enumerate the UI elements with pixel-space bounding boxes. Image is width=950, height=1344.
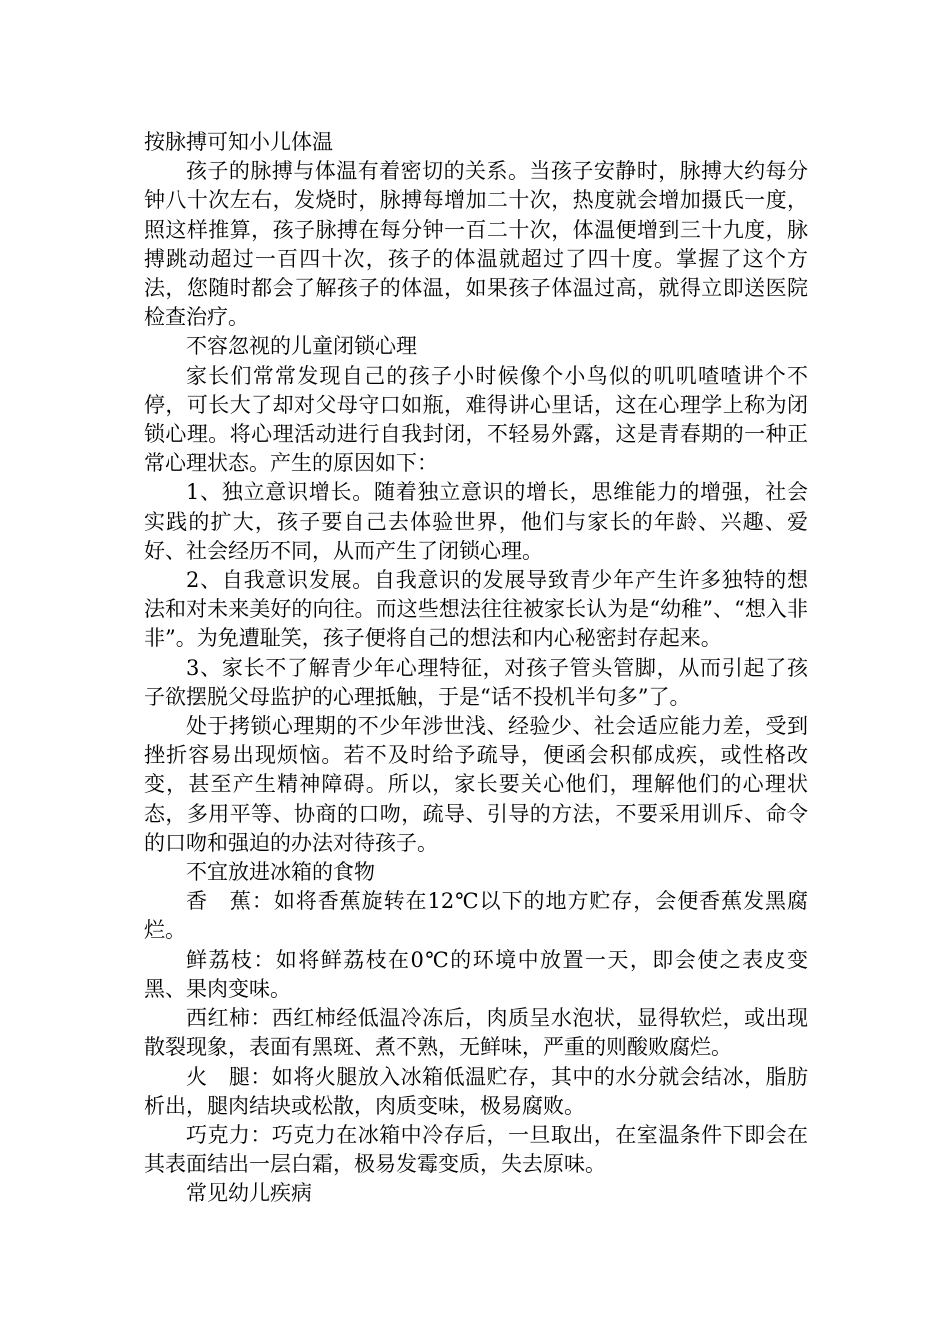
section-title-closed-psychology: 不容忽视的儿童闭锁心理 — [186, 334, 417, 359]
document-page — [144, 128, 808, 1209]
section-title-fridge-foods: 不宜放进冰箱的食物 — [186, 860, 375, 885]
paragraph-reason-2: 2、自我意识发展。自我意识的发展导致青少年产生许多独特的想法和对未来美好的向往。而这些想法往往被家长认为是“幼稚”、“想入非非”。为免遭耻笑，孩子便将自己的想法和内心秘密封存起来。 — [144, 568, 808, 651]
paragraph-ham: 火 腿：如将火腿放入冰箱低温贮存，其中的水分就会结冰，脂肪析出，腿肉结块或松散，肉质变味，极易腐败。 — [144, 1064, 808, 1118]
paragraph-lychee: 鲜荔枝：如将鲜荔枝在0℃的环境中放置一天，即会使之表皮变黑、果肉变味。 — [144, 947, 808, 1001]
paragraph-reason-1: 1、独立意识增长。随着独立意识的增长，思维能力的增强，社会实践的扩大，孩子要自己去体验世界，他们与家长的年龄、兴趣、爱好、社会经历不同，从而产生了闭锁心理。 — [144, 480, 808, 563]
paragraph-closed-psychology-intro: 家长们常常发现自己的孩子小时候像个小鸟似的叽叽喳喳讲个不停，可长大了却对父母守口如瓶，难得讲心里话，这在心理学上称为闭锁心理。将心理活动进行自我封闭，不轻易外露，这是青春期的一种正常心理状态。产生的原因如下： — [144, 363, 808, 476]
paragraph-pulse-temperature: 孩子的脉搏与体温有着密切的关系。当孩子安静时，脉搏大约每分钟八十次左右，发烧时，脉搏每增加二十次，热度就会增加摄氏一度，照这样推算，孩子脉搏在每分钟一百二十次，体温便增到三十九度，脉搏跳动超过一百四十次，孩子的体温就超过了四十度。掌握了这个方法，您随时都会了解孩子的体温，如果孩子体温过高，就得立即送医院检查治疗。 — [144, 159, 808, 330]
section-title-common-child-diseases: 常见幼儿疾病 — [186, 1181, 312, 1206]
paragraph-closed-psychology-advice: 处于拷锁心理期的不少年涉世浅、经验少、社会适应能力差，受到挫折容易出现烦恼。若不及时给予疏导，便函会积郁成疾，或性格改变，甚至产生精神障碍。所以，家长要关心他们，理解他们的心理状态，多用平等、协商的口吻，疏导、引导的方法，不要采用训斥、命令的口吻和强迫的办法对待孩子。 — [144, 714, 808, 855]
section-title-pulse-temperature: 按脉搏可知小儿体温 — [144, 130, 333, 154]
paragraph-tomato: 西红柿：西红柿经低温冷冻后，肉质呈水泡状，显得软烂，或出现散裂现象，表面有黑斑、煮不熟，无鲜味，严重的则酸败腐烂。 — [144, 1006, 808, 1060]
paragraph-banana: 香 蕉：如将香蕉旋转在12℃以下的地方贮存，会便香蕉发黑腐烂。 — [144, 889, 808, 943]
paragraph-reason-3: 3、家长不了解青少年心理特征，对孩子管头管脚，从而引起了孩子欲摆脱父母监护的心理抵触，于是“话不投机半句多”了。 — [144, 655, 808, 709]
paragraph-chocolate: 巧克力：巧克力在冰箱中冷存后，一旦取出，在室温条件下即会在其表面结出一层白霜，极易发霉变质，失去原味。 — [144, 1122, 808, 1177]
